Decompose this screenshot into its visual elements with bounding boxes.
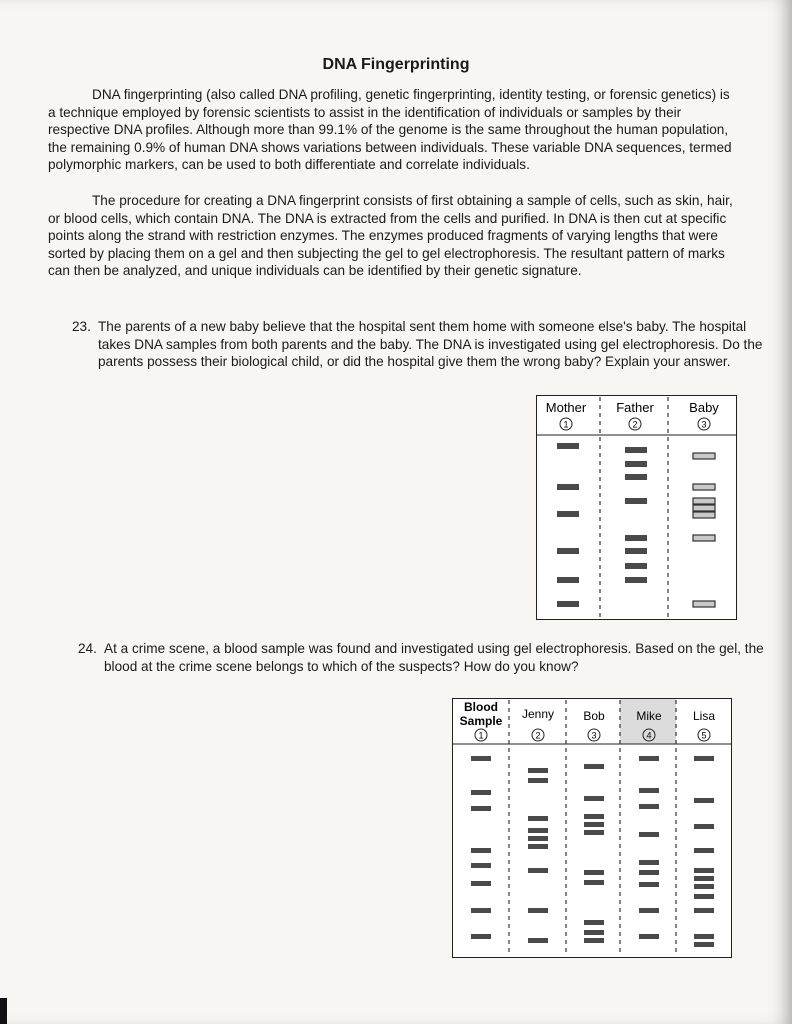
question-23 <box>72 318 764 371</box>
gel1-band-lane1 <box>557 443 579 449</box>
gel2-band-lane3 <box>584 764 604 769</box>
gel1-band-lane3 <box>693 505 715 511</box>
gel2-band-lane4 <box>639 908 659 913</box>
gel2-band-lane4 <box>639 870 659 875</box>
gel2-band-lane5 <box>694 868 714 873</box>
gel1-band-lane3 <box>693 535 715 541</box>
gel2-band-lane3 <box>584 870 604 875</box>
gel1-band-lane2 <box>625 548 647 554</box>
gel2-band-lane2 <box>528 816 548 821</box>
gel1-band-lane1 <box>557 548 579 554</box>
lane-label-sample: Sample <box>459 714 503 728</box>
gel2-band-lane2 <box>528 938 548 943</box>
gel2-band-lane5 <box>694 848 714 853</box>
gel2-band-lane3 <box>584 880 604 885</box>
gel2-band-lane5 <box>694 908 714 913</box>
lane-label-blood: Blood <box>464 700 498 714</box>
gel2-band-lane4 <box>639 934 659 939</box>
gel1-band-lane2 <box>625 577 647 583</box>
gel2-band-lane3 <box>584 822 604 827</box>
lane-number: 5 <box>701 730 707 741</box>
gel2-band-lane1 <box>471 848 491 853</box>
gel2-band-lane3 <box>584 920 604 925</box>
crime-scene-gel <box>452 698 732 958</box>
gel2-band-lane4 <box>639 832 659 837</box>
gel2-band-lane4 <box>639 882 659 887</box>
gel2-band-lane5 <box>694 942 714 947</box>
gel1-band-lane1 <box>557 511 579 517</box>
gel2-band-lane3 <box>584 930 604 935</box>
gel1-band-lane3 <box>693 484 715 490</box>
gel1-band-lane2 <box>625 563 647 569</box>
gel2-band-lane1 <box>471 790 491 795</box>
procedure-paragraph: The procedure for creating a DNA fingerprint consists of first obtaining a sample of cells, such as skin, hair, or blood cells, which contain DNA. The DNA is extracted from the cells and purified. In DNA is then cut at specific points along the strand with restriction enzymes. The enzymes produced fragments of varying lengths that were sorted by placing them on a gel and then subjecting the gel to gel electrophoresis. The resultant pattern of marks can then be analyzed, and unique individuals can be identified by their genetic signature. <box>48 193 733 279</box>
gel2-band-lane2 <box>528 836 548 841</box>
question-text: At a crime scene, a blood sample was found and investigated using gel electrophoresis. Based on the gel, the blood at the crime scene belongs to which of the suspects? How do you know? <box>104 641 764 674</box>
gel2-band-lane4 <box>639 788 659 793</box>
gel2-band-lane4 <box>639 804 659 809</box>
question-number: 23. <box>72 319 91 334</box>
gel2-band-lane1 <box>471 806 491 811</box>
question-text: The parents of a new baby believe that the hospital sent them home with someone else's baby. The hospital takes DNA samples from both parents and the baby. The DNA is investigated using gel electrophoresis. Do the parents possess their biological child, or did the hospital give them the wrong baby? Explain your answer. <box>98 319 763 370</box>
corner-mark <box>0 998 7 1024</box>
gel2-band-lane2 <box>528 908 548 913</box>
gel1-band-lane2 <box>625 498 647 504</box>
lane-number: 3 <box>591 730 597 741</box>
gel1-band-lane1 <box>557 577 579 583</box>
lane-label-mike: Mike <box>636 709 662 723</box>
gel1-band-lane1 <box>557 601 579 607</box>
gel1-band-lane2 <box>625 474 647 480</box>
gel2-band-lane5 <box>694 824 714 829</box>
gel2-band-lane1 <box>471 881 491 886</box>
gel2-band-lane2 <box>528 868 548 873</box>
lane-label-bob: Bob <box>583 709 605 723</box>
gel1-band-lane3 <box>693 601 715 607</box>
gel1-band-lane2 <box>625 447 647 453</box>
question-number: 24. <box>78 641 97 656</box>
lane-number: 1 <box>563 419 569 430</box>
gel2-band-lane1 <box>471 908 491 913</box>
gel2-band-lane5 <box>694 756 714 761</box>
gel2-band-lane2 <box>528 778 548 783</box>
lane-number: 3 <box>701 419 707 430</box>
lane-number: 2 <box>535 730 541 741</box>
lane-number: 4 <box>646 730 652 741</box>
lane-label-mother: Mother <box>545 400 587 415</box>
gel2-band-lane5 <box>694 894 714 899</box>
lane-number: 2 <box>632 419 638 430</box>
gel2-band-lane3 <box>584 938 604 943</box>
intro-paragraph: DNA fingerprinting (also called DNA profiling, genetic fingerprinting, identity testing, or forensic genetics) is a technique employed by forensic scientists to assist in the identification of individuals or samples by their respective DNA profiles. Although more than 99.1% of the genome is the same throughout the human population, the remaining 0.9% of human DNA shows variations between individuals. These variable DNA sequences, termed polymorphic markers, can be used to both differentiate and correlate individuals. <box>48 87 732 173</box>
gel1-band-lane3 <box>693 512 715 518</box>
gel2-band-lane3 <box>584 814 604 819</box>
page-title: DNA Fingerprinting <box>322 56 470 73</box>
gel2-band-lane2 <box>528 768 548 773</box>
gel1-band-lane3 <box>693 498 715 504</box>
lane-number: 1 <box>478 730 484 741</box>
gel2-band-lane1 <box>471 934 491 939</box>
lane-label-baby: Baby <box>689 400 719 415</box>
gel2-band-lane5 <box>694 876 714 881</box>
gel1-band-lane1 <box>557 484 579 490</box>
gel2-band-lane5 <box>694 798 714 803</box>
gel2-band-lane3 <box>584 796 604 801</box>
gel1-band-lane2 <box>625 535 647 541</box>
gel2-band-lane2 <box>528 844 548 849</box>
gel2-band-lane1 <box>471 863 491 868</box>
lane-label-jenny: Jenny <box>521 707 555 721</box>
gel2-band-lane4 <box>639 756 659 761</box>
lane-label-father: Father <box>616 400 654 415</box>
gel2-band-lane5 <box>694 884 714 889</box>
gel2-band-lane4 <box>639 860 659 865</box>
gel1-band-lane3 <box>693 453 715 459</box>
gel2-band-lane2 <box>528 828 548 833</box>
gel2-band-lane1 <box>471 756 491 761</box>
gel2-band-lane5 <box>694 934 714 939</box>
gel2-band-lane3 <box>584 830 604 835</box>
gel1-band-lane2 <box>625 461 647 467</box>
question-24 <box>78 640 770 675</box>
paternity-gel <box>536 395 737 620</box>
lane-label-lisa: Lisa <box>692 709 716 723</box>
